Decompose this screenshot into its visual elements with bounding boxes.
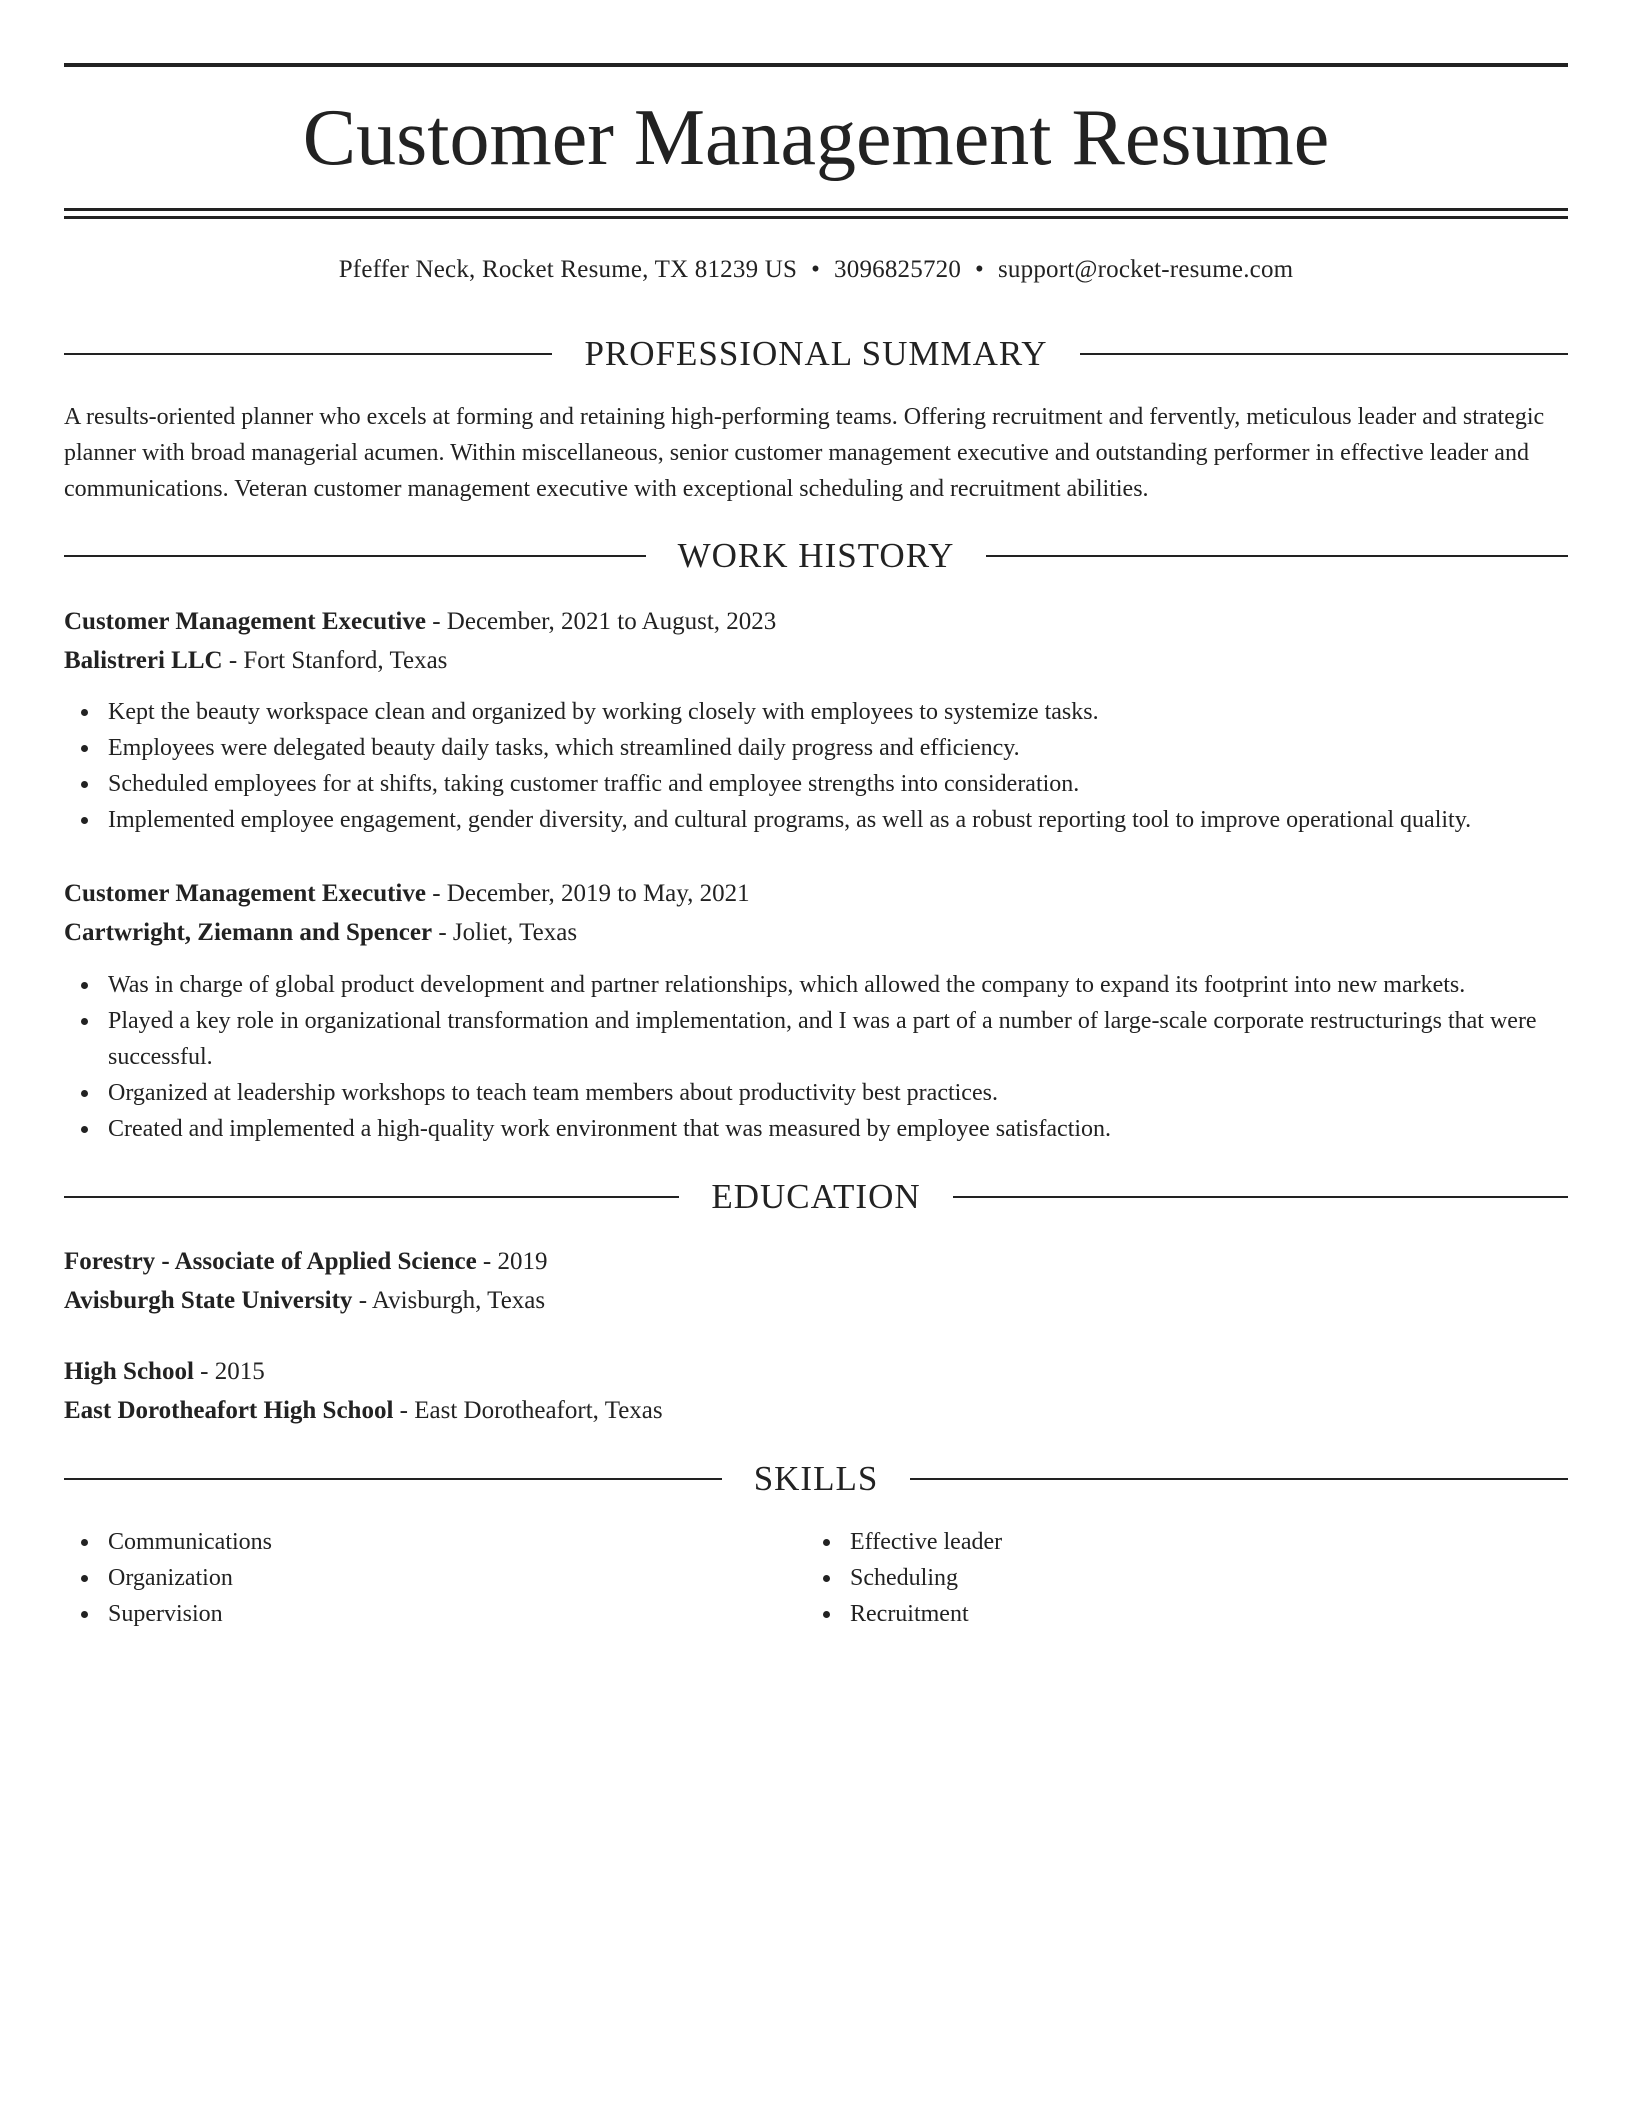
skills-column-left	[64, 1524, 764, 1632]
dash: -	[222, 647, 244, 674]
education-entry	[64, 1242, 1568, 1320]
job-dates: December, 2021 to August, 2023	[446, 608, 777, 635]
skills-heading-label: SKILLS	[753, 1459, 879, 1498]
skills-column-right	[806, 1524, 1506, 1632]
education-school: East Dorotheafort High School	[64, 1397, 394, 1424]
job-bullets	[64, 694, 1568, 838]
contact-phone: 3096825720	[834, 256, 962, 283]
education-degree-line	[64, 1352, 1568, 1391]
heading-rule	[1080, 353, 1568, 355]
skill-item: Supervision	[64, 1596, 764, 1632]
contact-line	[64, 252, 1568, 288]
job-title: Customer Management Executive	[64, 608, 426, 635]
job-bullet: Kept the beauty workspace clean and organized by working closely with employees to systemize tasks.	[64, 694, 1568, 730]
education-degree: High School	[64, 1358, 194, 1385]
education-degree-line	[64, 1242, 1568, 1281]
dash: -	[425, 880, 447, 907]
work-section-heading	[64, 536, 1568, 576]
education-year: 2015	[214, 1358, 265, 1385]
contact-separator: •	[975, 256, 984, 283]
job-bullet: Employees were delegated beauty daily tasks, which streamlined daily progress and efficiency.	[64, 730, 1568, 766]
heading-rule	[64, 1478, 722, 1480]
dash: -	[393, 1397, 415, 1424]
job-entry	[64, 602, 1568, 838]
top-rule	[64, 63, 1568, 67]
education-location: Avisburgh, Texas	[371, 1287, 546, 1314]
heading-rule	[64, 353, 552, 355]
dash: -	[425, 608, 447, 635]
summary-text: A results-oriented planner who excels at forming and retaining high-performing teams. Offering recruitment and fervently, meticulous leader and strategic planner with broad managerial acumen. Within miscellaneous, senior customer management executive and outstanding performer in effective leader and communications. Veteran customer management executive with exceptional scheduling and recruitment abilities.	[64, 404, 1545, 502]
heading-rule	[64, 555, 646, 557]
education-entry	[64, 1352, 1568, 1430]
education-school-line	[64, 1281, 1568, 1320]
job-title: Customer Management Executive	[64, 880, 426, 907]
education-location: East Dorotheafort, Texas	[414, 1397, 663, 1424]
title-rule-upper	[64, 208, 1568, 211]
job-bullet: Implemented employee engagement, gender diversity, and cultural programs, as well as a robust reporting tool to improve operational quality.	[64, 802, 1568, 838]
job-bullets	[64, 967, 1568, 1147]
resume-title: Customer Management Resume	[302, 94, 1330, 182]
dash: -	[352, 1287, 372, 1314]
work-heading-label: WORK HISTORY	[677, 536, 955, 575]
heading-rule	[910, 1478, 1568, 1480]
heading-rule	[986, 555, 1568, 557]
job-company: Balistreri LLC	[64, 647, 223, 674]
job-location: Joliet, Texas	[452, 919, 578, 946]
summary-heading-label: PROFESSIONAL SUMMARY	[584, 334, 1048, 373]
title-rule-lower	[64, 216, 1568, 219]
summary-section-heading	[64, 334, 1568, 374]
contact-address: Pfeffer Neck, Rocket Resume, TX 81239 US	[338, 256, 798, 283]
job-dates: December, 2019 to May, 2021	[446, 880, 750, 907]
job-bullet: Was in charge of global product development and partner relationships, which allowed the company to expand its footprint into new markets.	[64, 967, 1568, 1003]
dash: -	[476, 1248, 498, 1275]
job-title-line	[64, 602, 1568, 641]
job-bullet: Played a key role in organizational transformation and implementation, and I was a part of a number of large-scale corporate restructurings that were successful.	[64, 1003, 1568, 1075]
heading-rule	[953, 1196, 1568, 1198]
job-company: Cartwright, Ziemann and Spencer	[64, 919, 433, 946]
contact-email: support@rocket-resume.com	[998, 256, 1294, 283]
skill-item: Scheduling	[806, 1560, 1506, 1596]
skill-item: Organization	[64, 1560, 764, 1596]
dash: -	[193, 1358, 215, 1385]
job-bullet: Organized at leadership workshops to teach team members about productivity best practices.	[64, 1075, 1568, 1111]
skills-list	[806, 1524, 1506, 1632]
skill-item: Recruitment	[806, 1596, 1506, 1632]
job-bullet: Scheduled employees for at shifts, taking customer traffic and employee strengths into consideration.	[64, 766, 1568, 802]
job-company-line	[64, 913, 1568, 952]
job-bullet: Created and implemented a high-quality work environment that was measured by employee satisfaction.	[64, 1111, 1568, 1147]
education-year: 2019	[497, 1248, 548, 1275]
education-school: Avisburgh State University	[64, 1287, 353, 1314]
skills-section-heading	[64, 1459, 1568, 1499]
job-entry	[64, 874, 1568, 1147]
job-title-line	[64, 874, 1568, 913]
dash: -	[432, 919, 453, 946]
job-location: Fort Stanford, Texas	[243, 647, 448, 674]
skills-list	[64, 1524, 764, 1632]
education-school-line	[64, 1391, 1568, 1430]
skill-item: Communications	[64, 1524, 764, 1560]
education-heading-label: EDUCATION	[711, 1177, 921, 1216]
job-company-line	[64, 641, 1568, 680]
contact-separator: •	[811, 256, 821, 283]
heading-rule	[64, 1196, 679, 1198]
skill-item: Effective leader	[806, 1524, 1506, 1560]
education-degree: Forestry - Associate of Applied Science	[64, 1248, 477, 1275]
education-section-heading	[64, 1177, 1568, 1217]
